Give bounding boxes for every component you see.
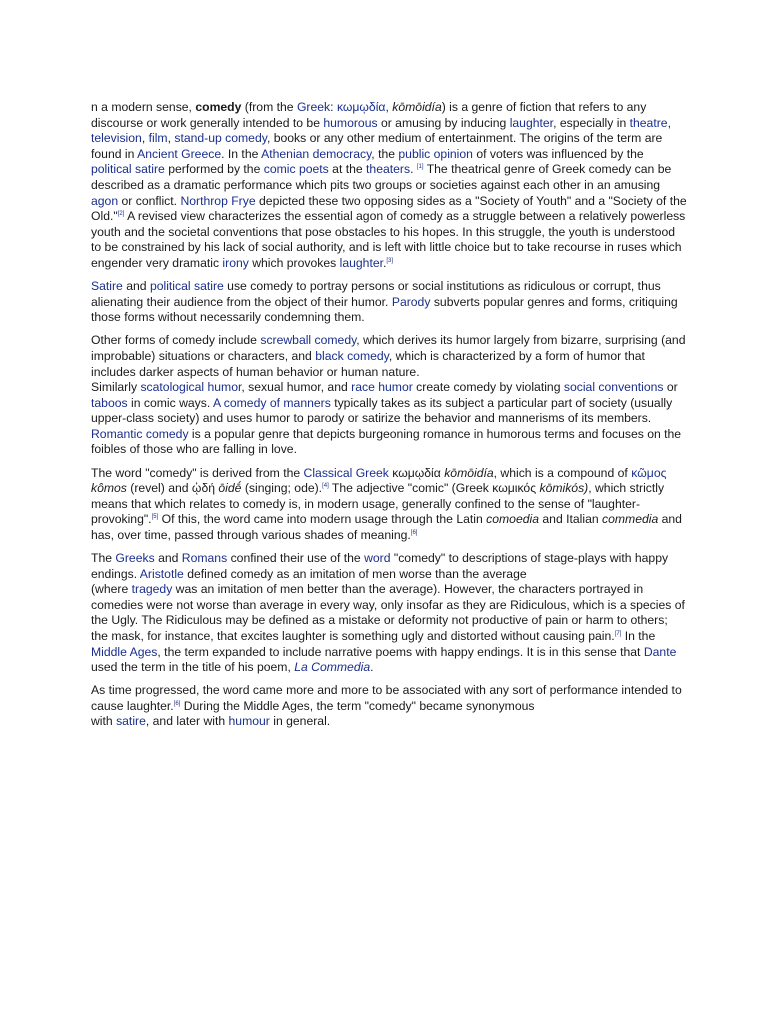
link-black-comedy[interactable]: black comedy [315,348,389,363]
text-run: , the [371,146,399,161]
text-run: Similarly [91,380,141,395]
text-run: performed by the [164,162,264,177]
link-race-humor[interactable]: race humor [351,380,413,395]
link-laughter[interactable]: laughter [339,255,383,270]
text-run: used the term in the title of his poem, [91,660,295,675]
text-run: . [410,162,417,177]
text-run: which provokes [248,255,340,270]
link-romans[interactable]: Romans [181,551,228,566]
link-parody[interactable]: Parody [391,294,431,309]
link-greeks[interactable]: Greeks [115,551,155,566]
link-a-comedy-of-manners[interactable]: A comedy of manners [212,395,331,410]
paragraph-satire [91,279,687,326]
text-run: and [154,551,182,566]
text-run: "comedy" to descriptions of stage-plays with happy endings. [91,551,669,581]
link-laughter[interactable]: laughter [509,115,554,130]
text-run: with [91,714,117,729]
text-run: or amusing by inducing [377,115,510,130]
citation-link[interactable]: [6] [173,700,181,707]
text-run: , which derives its humor largely from bizarre, surprising (and improbable) situations or characters, and [91,333,686,363]
text-run: . [370,660,374,675]
italic-term: ōidḗ [218,481,242,496]
text-run: , the term expanded to include narrative poems with happy endings. It is in this sense that [157,644,644,659]
text-run: , books or any other medium of entertainment. The origins of the term are found in [91,131,663,161]
text-run: use comedy to portray persons or social institutions as ridiculous or corrupt, thus alienating their audience from the object of their humor. [91,279,661,309]
link-political-satire[interactable]: political satire [149,279,224,294]
link-word[interactable]: word [364,551,391,566]
citation-link[interactable]: [6] [410,529,418,536]
text-run: , [385,100,393,114]
paragraph-greeks-romans [91,551,687,676]
link-agon[interactable]: agon [91,193,119,208]
italic-term: kōmōidía [444,465,494,480]
text-run: (revel) and ᾠδή [126,481,219,496]
link-satire[interactable]: Satire [91,279,123,294]
link-aristotle[interactable]: Aristotle [139,566,184,581]
link-la-commedia[interactable]: La Commedia [294,660,371,675]
text-run: , especially in [553,115,630,130]
italic-term: kōmōidía [392,100,442,114]
text-run: create comedy by violating [412,380,564,395]
text-run: Of this, the word came into modern usage through the Latin [158,512,487,527]
text-run: in general. [269,714,331,729]
italic-term: kōmikós) [539,481,589,496]
link-stand-up-comedy[interactable]: stand-up comedy [174,131,267,146]
link-theaters[interactable]: theaters [366,162,411,177]
link-scatological-humor[interactable]: scatological humor [140,380,242,395]
link-public-opinion[interactable]: public opinion [398,146,473,161]
article-body [91,100,687,738]
link-satire[interactable]: satire [116,714,146,729]
link-term[interactable]: κωμῳδία [336,100,386,114]
link-tragedy[interactable]: tragedy [131,582,173,597]
text-run: was an imitation of men better than the average). However, the characters portrayed in comedies were not worse than average in every way, only insofar as they are Ridiculous, which is a species of the Ugly. The Ridiculous may be defined as a mistake or deformity not productive of pain or harm to others; the mask, for instance, that excites laughter is something ugly and distorted without causing pain. [91,582,685,643]
text-run: typically takes as its subject a particular part of society (usually upper-class society) and uses humor to parody or satirize the behavior and mannerisms of its members. [91,395,673,426]
text-run: and [122,279,150,294]
text-run: confined their use of the [227,551,365,566]
italic-term: commedia [602,512,659,527]
text-run: and Italian [539,512,603,527]
text-run: or [663,380,678,395]
italic-term: kômos [91,481,127,496]
citation-link[interactable]: [4] [322,483,329,490]
text-run: In the [621,629,656,643]
text-run: A revised view characterizes the essential agon of comedy as a struggle between a relatively powerless youth and the societal conventions that pose obstacles to his hopes. In this struggle, the youth is understood to be constrained by his lack of social authority, and is left with little choice but to take recourse in ruses which engender very dramatic [91,209,686,270]
text-run: . In the [221,146,262,161]
text-run: , which strictly means that which relates to comedy is, in modern usage, generally confined to the sense of "laughter-provoking". [91,481,665,527]
text-run: depicted these two opposing sides as a "Society of Youth" and a "Society of the Old." [91,193,687,224]
link-romantic-comedy[interactable]: Romantic comedy [91,426,189,441]
link-theatre[interactable]: theatre [629,115,668,130]
text-run: The word "comedy" is derived from the [91,465,304,480]
link-television[interactable]: television [91,131,142,146]
text-run: ) is a genre of fiction that refers to any discourse or work generally intended to be [91,100,647,130]
text-run: (where [91,582,132,597]
text-run: : [330,100,337,114]
text-run: subverts popular genres and forms, critiquing those forms without necessarily condemning them. [91,294,678,325]
link-humour[interactable]: humour [228,714,270,729]
text-run: The [91,551,116,566]
paragraph-etymology [91,466,687,544]
link-ancient-greece[interactable]: Ancient Greece [137,146,222,161]
link-dante[interactable]: Dante [643,644,677,659]
text-run: , sexual humor, and [241,380,352,395]
text-run: (from the [241,100,297,114]
text-run: During the Middle Ages, the term "comedy" became synonymous [180,698,535,713]
paragraph-intro [91,100,687,272]
citation-link[interactable]: [1] [416,164,424,171]
text-run: of voters was influenced by the [472,146,644,161]
text-run: , and later with [145,714,229,729]
text-run: As time progressed, the word came more and more to be associated with any sort of performance intended to cause laughter. [91,683,682,713]
bold-term: comedy [195,100,242,114]
text-run: or conflict. [118,193,181,208]
link-taboos[interactable]: taboos [91,395,128,410]
link-social-conventions[interactable]: social conventions [563,380,664,395]
link-comic-poets[interactable]: comic poets [263,162,329,177]
text-run: The theatrical genre of Greek comedy can be described as a dramatic performance which pits two groups or societies against each other in an amusing [91,162,672,192]
text-run: at the [328,162,367,177]
citation-link[interactable]: [2] [117,211,125,218]
citation-link[interactable]: [5] [151,514,159,521]
link-political-satire[interactable]: political satire [91,162,165,177]
link-humorous[interactable]: humorous [323,115,378,130]
link-classical-greek[interactable]: Classical Greek [303,465,389,480]
italic-term: comoedia [486,512,539,527]
link-term[interactable]: κῶμος [631,465,667,480]
link-greek[interactable]: Greek [296,100,331,114]
text-run: defined comedy as an imitation of men worse than the average [183,566,527,581]
text-run: κωμῳδία [388,465,445,480]
citation-link[interactable]: [3] [386,257,394,264]
link-screwball-comedy[interactable]: screwball comedy [260,333,357,348]
text-run: , which is a compound of [493,465,632,480]
text-run: n a modern sense, [91,100,196,114]
text-run: , [167,131,175,146]
link-irony[interactable]: irony [222,255,249,270]
text-run: The adjective "comic" (Greek κωμικός [328,481,540,496]
text-run: and has, over time, passed through various shades of meaning. [91,512,682,542]
link-northrop-frye[interactable]: Northrop Frye [180,193,256,208]
link-film[interactable]: film [148,131,168,146]
text-run: . [383,255,387,270]
text-run: is a popular genre that depicts burgeoning romance in humorous terms and focuses on the foibles of those who are falling in love. [91,426,682,457]
text-run: (singing; ode). [241,481,323,496]
citation-link[interactable]: [7] [614,630,622,637]
paragraph-time-progressed [91,683,687,730]
paragraph-other-forms [91,333,687,458]
link-athenian-democracy[interactable]: Athenian democracy [261,146,372,161]
text-run: in comic ways. [127,395,213,410]
text-run: , [667,115,671,130]
text-run: Other forms of comedy include [91,333,261,348]
text-run: , [141,131,149,146]
text-run: , which is characterized by a form of humor that includes darker aspects of human behavior or human nature. [91,348,645,379]
link-middle-ages[interactable]: Middle Ages [91,644,158,659]
